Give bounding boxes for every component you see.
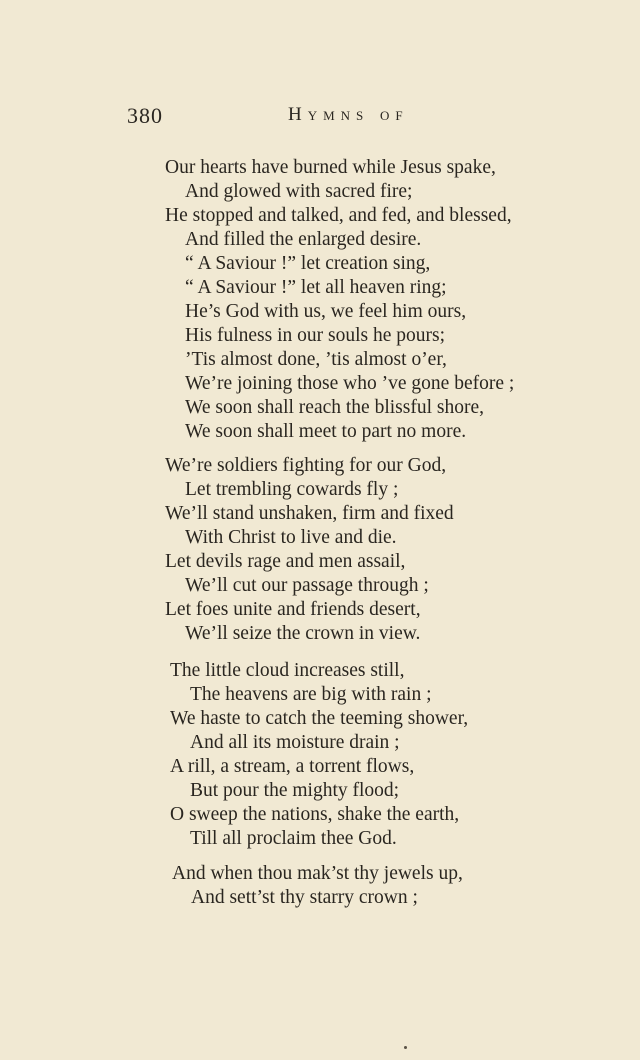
verse-line: We soon shall meet to part no more.: [185, 421, 467, 442]
verse-line: Till all proclaim thee God.: [190, 828, 397, 849]
verse-line: A rill, a stream, a torrent flows,: [170, 756, 415, 777]
verse-line: He stopped and talked, and fed, and blessed,: [165, 205, 512, 226]
verse-line: And glowed with sacred fire;: [185, 181, 413, 202]
verse-line: Let devils rage and men assail,: [165, 551, 406, 572]
page-number: 380: [127, 103, 163, 128]
verse-line: Our hearts have burned while Jesus spake,: [165, 157, 496, 178]
verse-line: And all its moisture drain ;: [190, 732, 400, 753]
verse-line: We’ll cut our passage through ;: [185, 575, 429, 596]
verse-line: We’ll seize the crown in view.: [185, 623, 421, 644]
verse-line: Let trembling cowards fly ;: [185, 479, 399, 500]
verse-line: “ A Saviour !” let all heaven ring;: [185, 277, 447, 298]
verse-line: O sweep the nations, shake the earth,: [170, 804, 460, 825]
verse-line: ’Tis almost done, ’tis almost o’er,: [185, 349, 447, 370]
verse-line: We’re soldiers fighting for our God,: [165, 455, 447, 476]
running-head: Hymns of: [288, 104, 409, 125]
verse-line: And sett’st thy starry crown ;: [191, 887, 418, 908]
verse-line: With Christ to live and die.: [185, 527, 397, 548]
verse-line: And when thou mak’st thy jewels up,: [172, 863, 463, 884]
verse-line: But pour the mighty flood;: [190, 780, 400, 801]
verse-line: Let foes unite and friends desert,: [165, 599, 421, 620]
verse-line: We’re joining those who ’ve gone before ;: [185, 373, 515, 394]
page-header: [127, 103, 527, 133]
paper-speck: [404, 1046, 407, 1049]
verse-line: We’ll stand unshaken, firm and fixed: [165, 503, 454, 524]
verse-line: He’s God with us, we feel him ours,: [185, 301, 467, 322]
verse-line: “ A Saviour !” let creation sing,: [185, 253, 431, 274]
verse-line: We soon shall reach the blissful shore,: [185, 397, 484, 418]
verse-line: The heavens are big with rain ;: [190, 684, 432, 705]
verse-line: The little cloud increases still,: [170, 660, 405, 681]
verse-line: We haste to catch the teeming shower,: [170, 708, 469, 729]
verse-line: His fulness in our souls he pours;: [185, 325, 445, 346]
verse-line: And filled the enlarged desire.: [185, 229, 422, 250]
